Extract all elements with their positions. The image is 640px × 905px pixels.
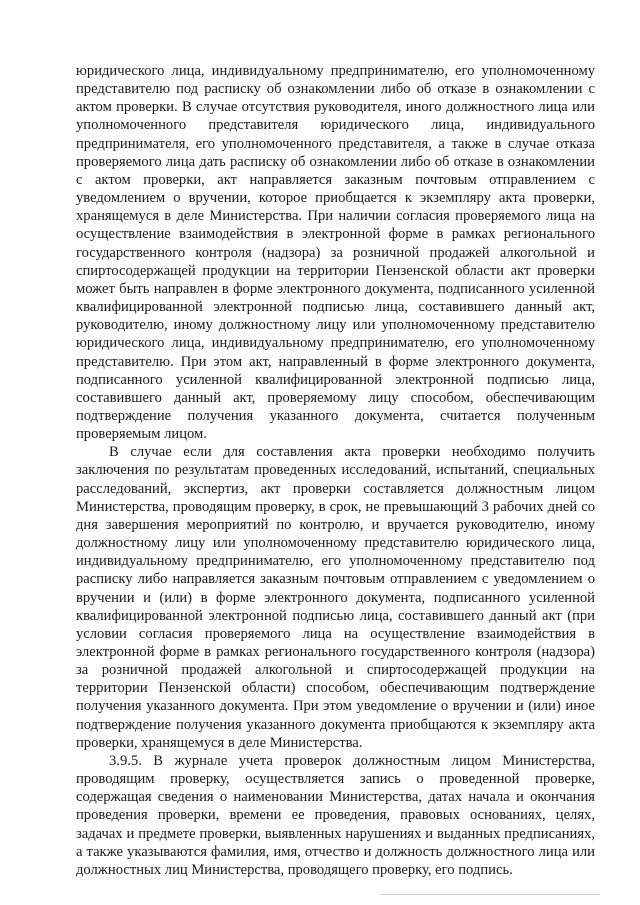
paragraph-act-delivery: юридического лица, индивидуальному предпринимателю, его уполномоченному представителю под расписку об ознакомлении либо об отказе в ознакомлении с актом проверки. В случае отсутствия руководителя, иного должностного лица или уполномоченного представителя юридического лица, индивидуального предпринимателя, его уполномоченного представителя, а также в случае отказа проверяемого лица дать расписку об ознакомлении либо об отказе в ознакомлении с актом проверки, акт направляется заказным почтовым отправлением с уведомлением о вручении, которое приобщается к экземпляру акта проверки, хранящемуся в деле Министерства. При наличии согласия проверяемого лица на осуществление взаимодействия в электронной форме в рамках регионального государственного контроля (надзора) за розничной продажей алкогольной и спиртосодержащей продукции на территории Пензенской области акт проверки может быть направлен в форме электронного документа, подписанного усиленной квалифицированной электронной подписью лица, составившего данный акт, руководителю, иному должностному лицу или уполномоченному представителю юридического лица, индивидуальному предпринимателю, его уполномоченному представителю. При этом акт, направленный в форме электронного документа, подписанного усиленной квалифицированной электронной подписью лица, составившего данный акт, проверяемому лицу способом, обеспечивающим подтверждение получения указанного документа, считается полученным проверяемым лицом. <box>76 63 595 443</box>
paragraph-expert-conclusions: В случае если для составления акта проверки необходимо получить заключения по результатам проведенных исследований, испытаний, специальных расследований, экспертиз, акт проверки составляется должностным лицом Министерства, проводящим проверку, в срок, не превышающий 3 рабочих дней со дня завершения мероприятий по контролю, и вручается руководителю, иному должностному лицу или уполномоченному представителю юридического лица, индивидуальному предпринимателю, его уполномоченному представителю под расписку либо направляется заказным почтовым отправлением с уведомлением о вручении и (или) в форме электронного документа, подписанного усиленной квалифицированной электронной подписью лица, составившего данный акт (при условии согласия проверяемого лица на осуществление взаимодействия в электронной форме в рамках регионального государственного контроля (надзора) за розничной продажей алкогольной и спиртосодержащей продукции на территории Пензенской области) способом, обеспечивающим подтверждение получения указанного документа. При этом уведомление о вручении и (или) иное подтверждение получения указанного документа приобщаются к экземпляру акта проверки, хранящемуся в деле Министерства. <box>76 444 595 751</box>
paragraph-inspection-journal: 3.9.5. В журнале учета проверок должностным лицом Министерства, проводящим проверку, осуществляется запись о проведенной проверке, содержащая сведения о наименовании Министерства, датах начала и окончания проведения проверки, времени ее проведения, правовых основаниях, целях, задачах и предмете проверки, выявленных нарушениях и выданных предписаниях, а также указываются фамилия, имя, отчество и должность должностного лица или должностных лиц Министерства, проводящего проверку, его подпись. <box>76 752 595 878</box>
page-bottom-rule <box>380 894 600 895</box>
document-body <box>76 62 595 879</box>
